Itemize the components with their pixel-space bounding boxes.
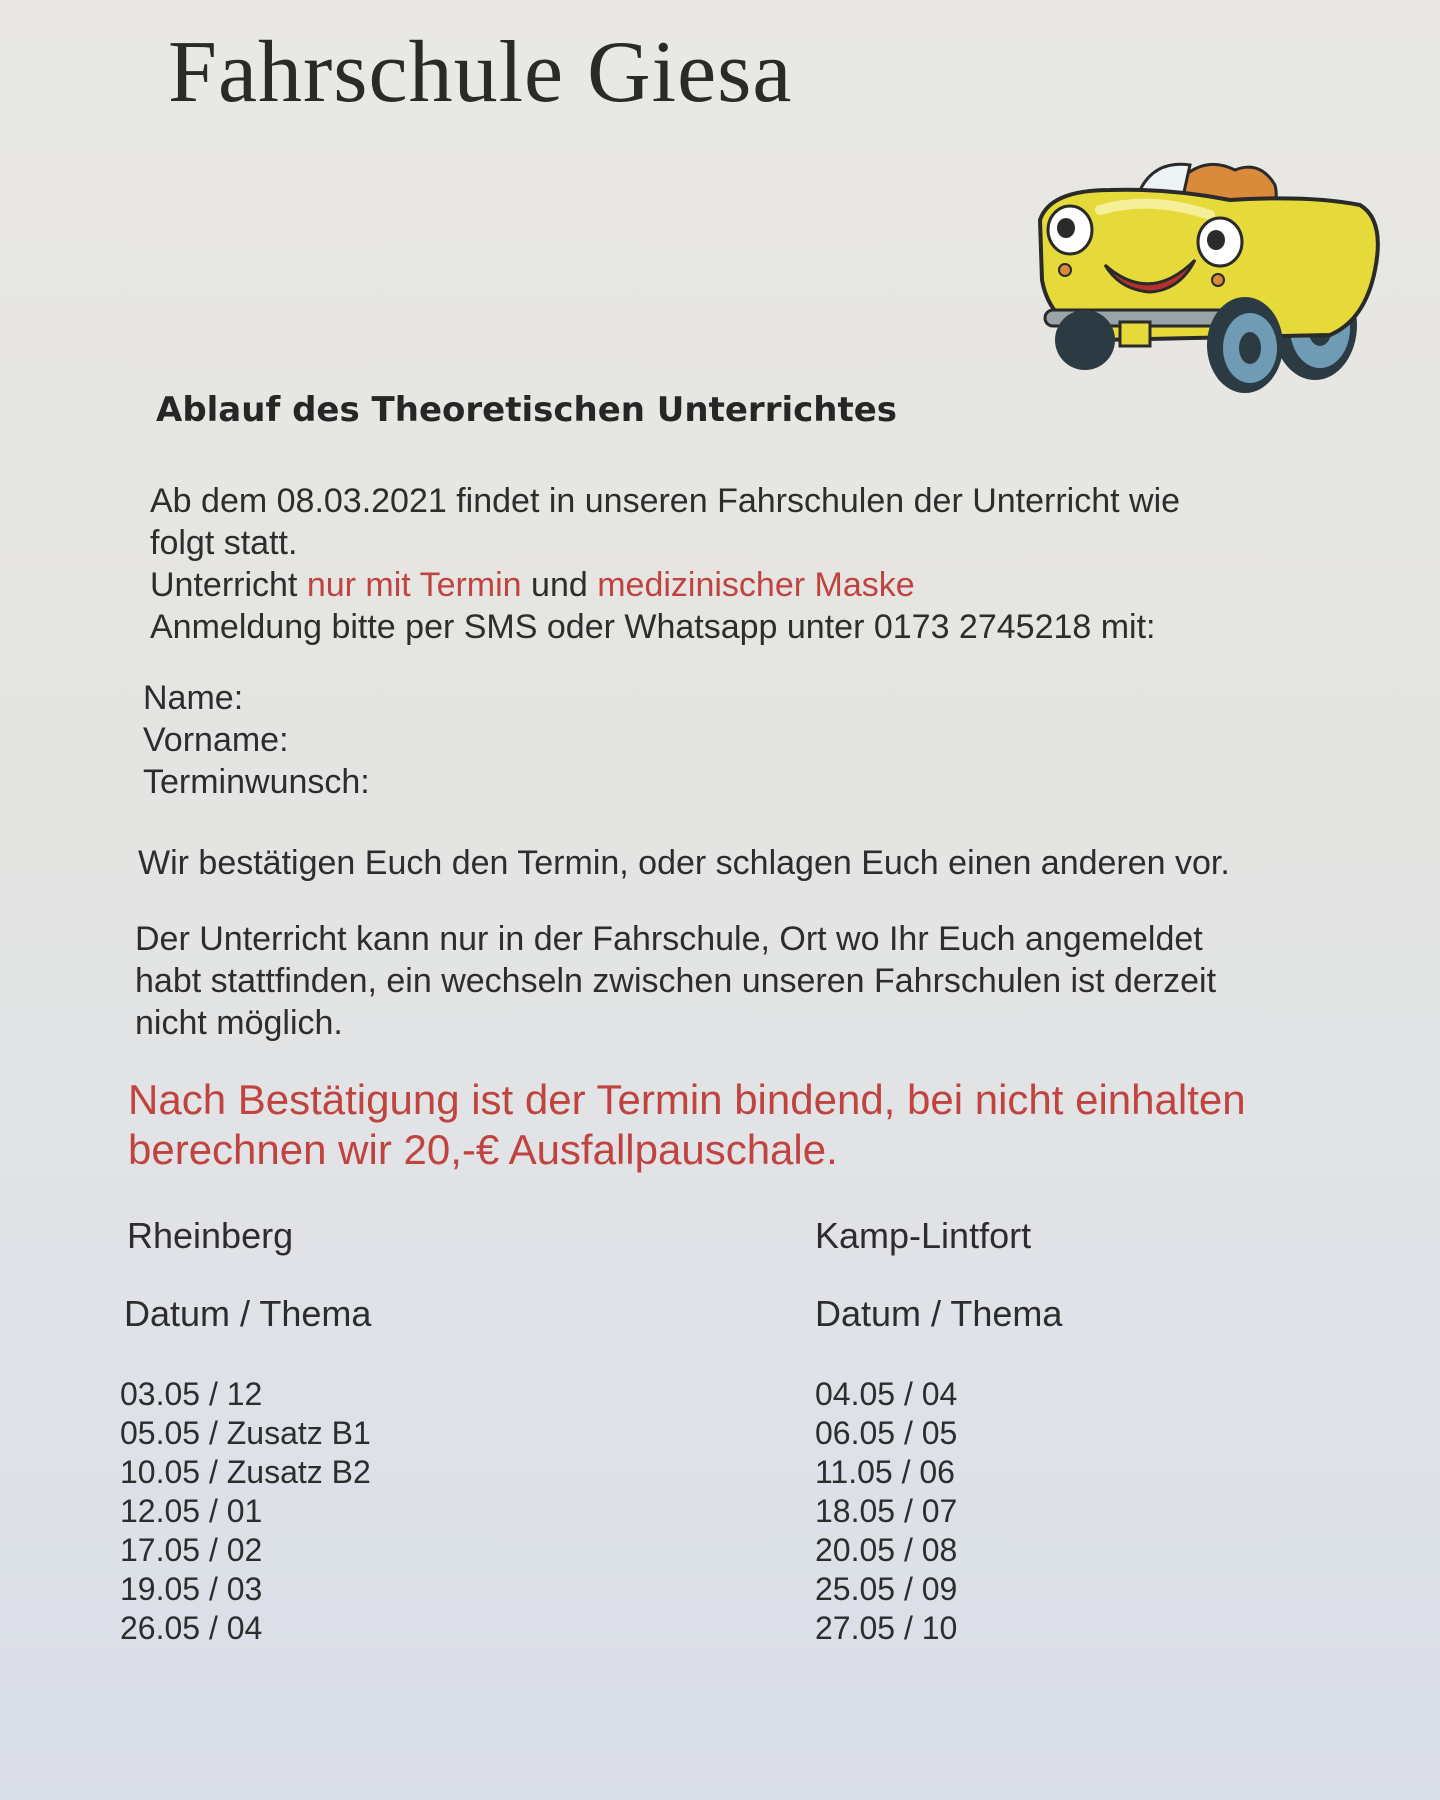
list-item: 05.05 / Zusatz B1 bbox=[120, 1415, 371, 1451]
rheinberg-schedule-list bbox=[120, 1375, 371, 1648]
kamp-lintfort-schedule-list bbox=[815, 1375, 957, 1648]
list-item: 12.05 / 01 bbox=[120, 1493, 263, 1529]
list-item: 06.05 / 05 bbox=[815, 1415, 958, 1451]
list-item: 03.05 / 12 bbox=[120, 1376, 263, 1412]
requirement-mask: medizinischer Maske bbox=[597, 566, 915, 604]
kamp-lintfort-column-header: Datum / Thema bbox=[815, 1293, 1063, 1334]
warning-line-1: Nach Bestätigung ist der Termin bindend, bei nicht einhalten bbox=[128, 1076, 1246, 1123]
intro-line-1: Ab dem 08.03.2021 findet in unseren Fahrschulen der Unterricht wie bbox=[150, 482, 1181, 520]
field-vorname-label: Vorname: bbox=[143, 721, 289, 759]
location-line-1: Der Unterricht kann nur in der Fahrschule, Ort wo Ihr Euch angemeldet bbox=[135, 920, 1203, 958]
cancellation-warning bbox=[128, 1075, 1246, 1175]
list-item: 10.05 / Zusatz B2 bbox=[120, 1454, 371, 1490]
location-line-2: habt stattfinden, ein wechseln zwischen unseren Fahrschulen ist derzeit bbox=[135, 962, 1217, 1000]
list-item: 04.05 / 04 bbox=[815, 1376, 958, 1412]
location-line-3: nicht möglich. bbox=[135, 1004, 343, 1042]
list-item: 19.05 / 03 bbox=[120, 1571, 263, 1607]
rheinberg-column-header: Datum / Thema bbox=[124, 1293, 372, 1334]
intro-line-3 bbox=[150, 564, 1350, 606]
section-heading: Ablauf des Theoretischen Unterrichtes bbox=[156, 390, 898, 430]
intro-line-3-mid: und bbox=[521, 566, 598, 604]
cartoon-car-icon bbox=[1030, 150, 1390, 400]
warning-line-2: berechnen wir 20,-€ Ausfallpauschale. bbox=[128, 1126, 838, 1173]
list-item: 20.05 / 08 bbox=[815, 1532, 958, 1568]
page-title: Fahrschule Giesa bbox=[168, 24, 793, 121]
list-item: 18.05 / 07 bbox=[815, 1493, 958, 1529]
form-fields bbox=[143, 677, 370, 803]
intro-line-4: Anmeldung bitte per SMS oder Whatsapp unter 0173 2745218 mit: bbox=[150, 608, 1156, 646]
list-item: 11.05 / 06 bbox=[815, 1454, 955, 1490]
list-item: 26.05 / 04 bbox=[120, 1610, 263, 1646]
requirement-appointment: nur mit Termin bbox=[306, 566, 522, 604]
field-name-label: Name: bbox=[143, 679, 244, 717]
list-item: 27.05 / 10 bbox=[815, 1610, 958, 1646]
location-kamp-lintfort: Kamp-Lintfort bbox=[815, 1215, 1032, 1256]
intro-paragraph bbox=[150, 480, 1350, 648]
location-paragraph bbox=[135, 918, 1375, 1044]
list-item: 25.05 / 09 bbox=[815, 1571, 958, 1607]
intro-line-3-prefix: Unterricht bbox=[150, 566, 307, 604]
intro-line-2: folgt statt. bbox=[150, 524, 298, 562]
confirm-text: Wir bestätigen Euch den Termin, oder schlagen Euch einen anderen vor. bbox=[138, 844, 1230, 882]
field-terminwunsch-label: Terminwunsch: bbox=[143, 763, 370, 801]
location-rheinberg: Rheinberg bbox=[127, 1215, 294, 1256]
list-item: 17.05 / 02 bbox=[120, 1532, 263, 1568]
